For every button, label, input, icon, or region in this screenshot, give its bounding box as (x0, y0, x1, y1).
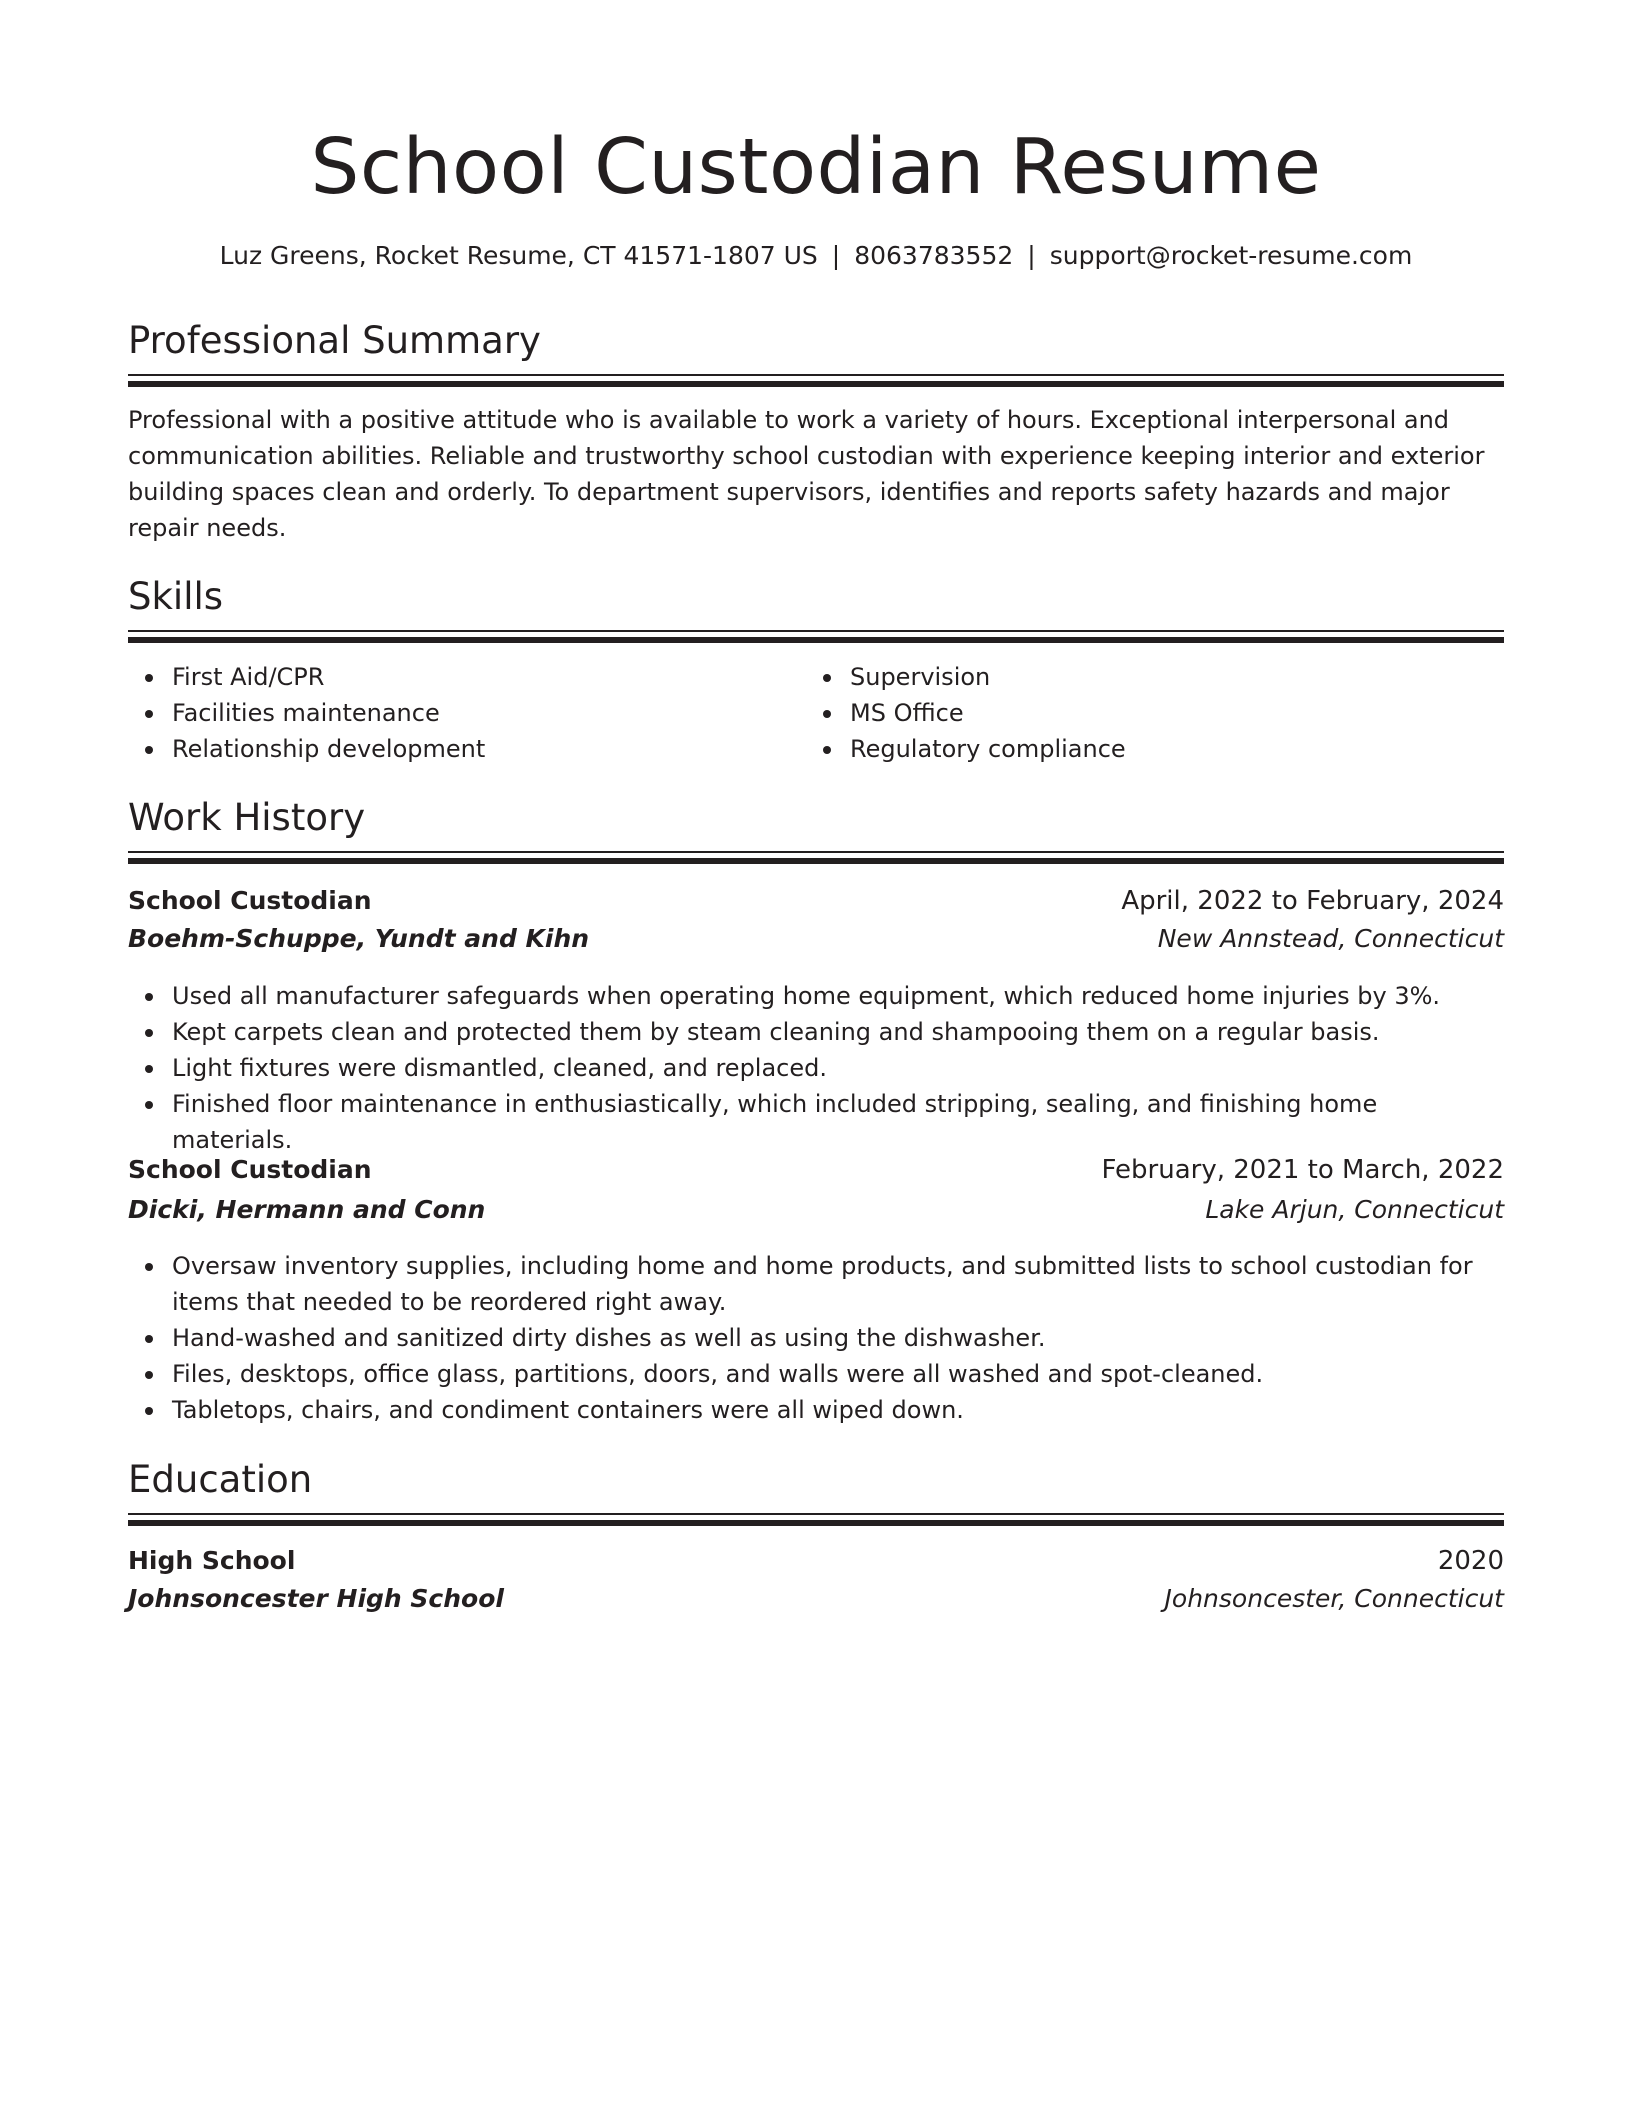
contact-phone: 8063783552 (854, 241, 1014, 270)
contact-line (128, 238, 1504, 274)
section-divider (128, 630, 1504, 643)
job-duties-list (128, 1248, 1504, 1428)
job-company: Boehm-Schuppe, Yundt and Kihn (128, 924, 590, 953)
section-heading-work-history: Work History (128, 796, 366, 839)
resume-title: School Custodian Resume (310, 123, 1322, 212)
skill-item: Supervision (850, 659, 1500, 695)
skill-item: Regulatory compliance (850, 731, 1500, 767)
job-dates: February, 2021 to March, 2022 (1101, 1155, 1504, 1185)
section-heading-summary: Professional Summary (128, 319, 541, 362)
job-duty: Hand-washed and sanitized dirty dishes as well as using the dishwasher. (172, 1320, 1504, 1356)
skill-item: Relationship development (172, 731, 802, 767)
section-heading-education: Education (128, 1458, 313, 1501)
section-heading-skills: Skills (128, 575, 224, 618)
skills-list-left (128, 659, 802, 767)
education-degree: High School (128, 1546, 296, 1575)
job-duty: Files, desktops, office glass, partitions, doors, and walls were all washed and spot-cleaned. (172, 1356, 1504, 1392)
education-school-row (128, 1580, 1504, 1618)
job-header-row (128, 882, 1504, 920)
job-duty: Oversaw inventory supplies, including home and home products, and submitted lists to school custodian for items that needed to be reordered right away. (172, 1248, 1504, 1320)
education-year: 2020 (1437, 1546, 1504, 1576)
job-dates: April, 2022 to February, 2024 (1121, 886, 1504, 916)
skills-list-right (806, 659, 1500, 767)
job-title: School Custodian (128, 1155, 372, 1184)
education-header-row (128, 1542, 1504, 1580)
job-location: New Annstead, Connecticut (1157, 924, 1504, 953)
contact-separator: | (831, 241, 841, 270)
contact-address: Luz Greens, Rocket Resume, CT 41571-1807 US (219, 241, 818, 270)
education-school: Johnsoncester High School (128, 1584, 504, 1613)
summary-text: Professional with a positive attitude who is available to work a variety of hours. Exceptional interpersonal and communication abilities. Reliable and trustworthy school custodian with experience keeping interior and exterior building spaces clean and orderly. To department supervisors, identifies and reports safety hazards and major repair needs. (128, 406, 1485, 542)
job-duty: Tabletops, chairs, and condiment containers were all wiped down. (172, 1392, 1504, 1428)
job-employer-row (128, 1191, 1504, 1229)
job-duties-list (128, 978, 1504, 1158)
job-company: Dicki, Hermann and Conn (128, 1195, 486, 1224)
contact-separator: | (1027, 241, 1036, 270)
contact-email: support@rocket-resume.com (1049, 241, 1413, 270)
skill-item: MS Office (850, 695, 1500, 731)
job-duty: Kept carpets clean and protected them by steam cleaning and shampooing them on a regular basis. (172, 1014, 1504, 1050)
section-divider (128, 1513, 1504, 1526)
skill-item: Facilities maintenance (172, 695, 802, 731)
job-employer-row (128, 920, 1504, 958)
section-divider (128, 374, 1504, 387)
job-header-row (128, 1151, 1504, 1189)
skill-item: First Aid/CPR (172, 659, 802, 695)
education-location: Johnsoncester, Connecticut (1164, 1584, 1504, 1613)
job-duty: Light fixtures were dismantled, cleaned, and replaced. (172, 1050, 1504, 1086)
job-duty: Finished floor maintenance in enthusiastically, which included stripping, sealing, and finishing home materials. (172, 1086, 1504, 1158)
section-divider (128, 851, 1504, 864)
job-location: Lake Arjun, Connecticut (1205, 1195, 1504, 1224)
job-duty: Used all manufacturer safeguards when operating home equipment, which reduced home injuries by 3%. (172, 978, 1504, 1014)
job-title: School Custodian (128, 886, 372, 915)
